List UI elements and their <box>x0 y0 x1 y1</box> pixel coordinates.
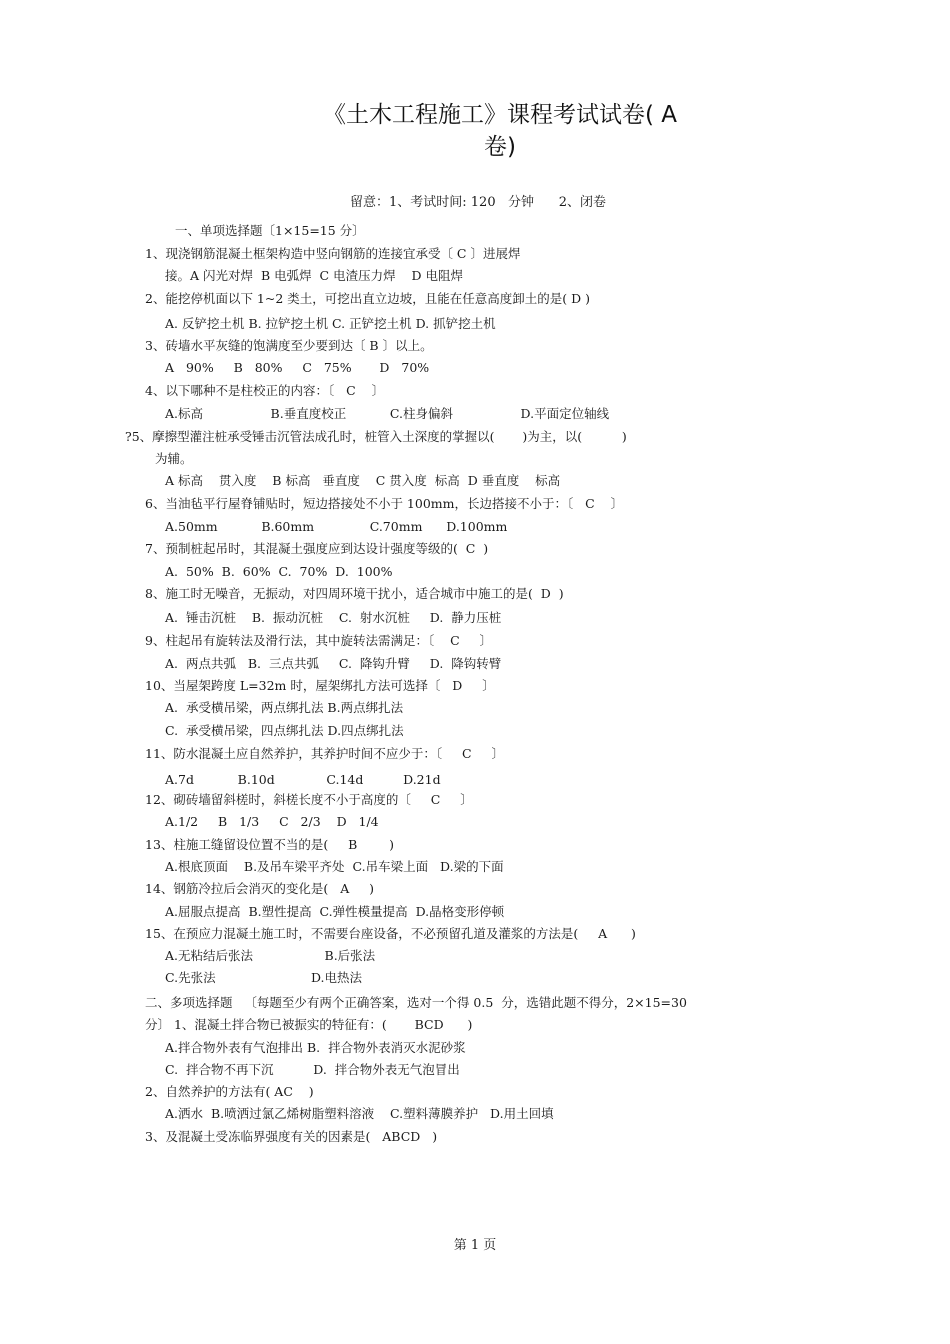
exam-line: A. 承受横吊梁，两点绑扎法 B.两点绑扎法 <box>165 700 404 715</box>
exam-line: A.标高 B.垂直度校正 C.柱身偏斜 D.平面定位轴线 <box>165 406 610 421</box>
exam-line: 6、当油毡平行屋脊铺贴时，短边搭接处不小于 100mm，长边搭接不小于：〔 C 〕 <box>145 496 624 511</box>
exam-line: ?5、摩擦型灌注桩承受锤击沉管法成孔时，桩管入土深度的掌握以( )为主，以( ) <box>125 429 627 444</box>
exam-line: 2、能挖停机面以下 1~2 类土，可挖出直立边坡，且能在任意高度卸土的是( D ) <box>145 291 591 306</box>
exam-line: 15、在预应力混凝土施工时，不需要台座设备，不必预留孔道及灌浆的方法是( A ) <box>145 926 636 941</box>
exam-line: 9、柱起吊有旋转法及滑行法，其中旋转法需满足：〔 C 〕 <box>145 633 493 648</box>
exam-line: 4、以下哪种不是柱校正的内容：〔 C 〕 <box>145 383 385 398</box>
exam-line: 13、柱施工缝留设位置不当的是( B ) <box>145 837 394 852</box>
exam-line: A 90% B 80% C 75% D 70% <box>165 360 430 375</box>
page-footer: 第 1 页 <box>453 1238 497 1253</box>
exam-line: A.1/2 B 1/3 C 2/3 D 1/4 <box>165 814 379 829</box>
exam-line: 14、钢筋冷拉后会消灭的变化是( A ) <box>145 881 374 896</box>
exam-line: 3、砖墙水平灰缝的饱满度至少要到达〔 B 〕以上。 <box>145 338 433 353</box>
exam-line: 接。A 闪光对焊 B 电弧焊 C 电渣压力焊 D 电阻焊 <box>165 268 463 283</box>
exam-line: 3、及混凝土受冻临界强度有关的因素是( ABCD ) <box>145 1129 438 1144</box>
exam-line: C.先张法 D.电热法 <box>165 970 363 985</box>
exam-line: 2、自然养护的方法有( AC ) <box>145 1084 314 1099</box>
exam-line: C. 承受横吊梁，四点绑扎法 D.四点绑扎法 <box>165 723 404 738</box>
exam-title-line-2: 卷) <box>484 134 516 160</box>
exam-line: A.洒水 B.喷洒过氯乙烯树脂塑料溶液 C.塑料薄膜养护 D.用土回填 <box>165 1106 554 1121</box>
exam-line: A 标高 贯入度 B 标高 垂直度 C 贯入度 标高 D 垂直度 标高 <box>165 473 561 488</box>
exam-line: 一、单项选择题〔1×15=15 分〕 <box>175 223 365 238</box>
exam-line: A.根底顶面 B.及吊车梁平齐处 C.吊车梁上面 D.梁的下面 <box>165 859 504 874</box>
exam-line: 10、当屋架跨度 L=32m 时，屋架绑扎方法可选择〔 D 〕 <box>145 678 495 693</box>
exam-line: A. 锤击沉桩 B. 振动沉桩 C. 射水沉桩 D. 静力压桩 <box>165 610 502 625</box>
exam-line: A.7d B.10d C.14d D.21d <box>165 772 441 787</box>
exam-line: A. 反铲挖土机 B. 拉铲挖土机 C. 正铲挖土机 D. 抓铲挖土机 <box>165 316 496 331</box>
exam-line: A.无粘结后张法 B.后张法 <box>165 948 376 963</box>
exam-line: 7、预制桩起吊时，其混凝土强度应到达设计强度等级的( C ) <box>145 541 489 556</box>
exam-line: A.屈服点提高 B.塑性提高 C.弹性模量提高 D.晶格变形停顿 <box>165 904 505 919</box>
exam-line: A.拌合物外表有气泡排出 B. 拌合物外表消灭水泥砂浆 <box>165 1040 466 1055</box>
exam-line: 分〕 1、混凝土拌合物已被振实的特征有：( BCD ) <box>145 1017 473 1032</box>
exam-line: 8、施工时无噪音，无振动，对四周环境干扰小，适合城市中施工的是( D ) <box>145 586 564 601</box>
exam-line: 11、防水混凝土应自然养护，其养护时间不应少于：〔 C 〕 <box>145 746 504 761</box>
exam-line: A.50mm B.60mm C.70mm D.100mm <box>165 519 508 534</box>
exam-note: 留意：1、考试时间: 120 分钟 2、闭卷 <box>350 195 607 210</box>
exam-line: A. 两点共弧 B. 三点共弧 C. 降钩升臂 D. 降钩转臂 <box>165 656 502 671</box>
exam-line: 为辅。 <box>155 451 193 466</box>
exam-line: 二、多项选择题 〔每题至少有两个正确答案，选对一个得 0.5 分，选错此题不得分，2×15=30 <box>145 995 687 1010</box>
exam-line: 1、现浇钢筋混凝土框架构造中竖向钢筋的连接宜承受〔 C 〕进展焊 <box>145 246 521 261</box>
exam-title-line-1: 《土木工程施工》课程考试试卷( A <box>322 102 678 128</box>
exam-line: A. 50% B. 60% C. 70% D. 100% <box>165 564 393 579</box>
exam-line: C. 拌合物不再下沉 D. 拌合物外表无气泡冒出 <box>165 1062 460 1077</box>
exam-line: 12、砌砖墙留斜槎时，斜槎长度不小于高度的〔 C 〕 <box>145 792 473 807</box>
